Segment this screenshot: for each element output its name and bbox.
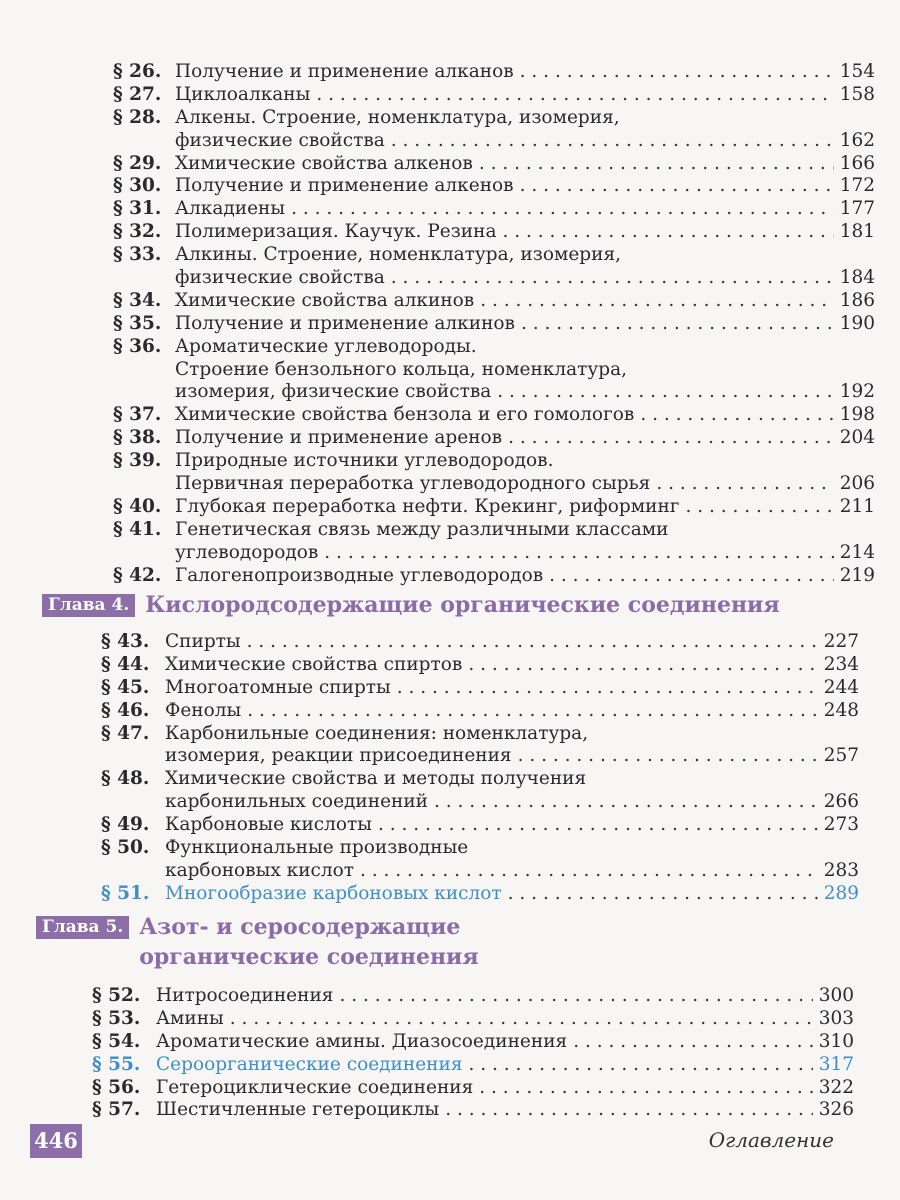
page-ref: 273 — [823, 814, 859, 836]
section-title: Алкены. Строение, номенклатура, изомерия, — [175, 106, 620, 128]
toc-entry — [113, 496, 875, 519]
section-number: § 38. — [113, 427, 162, 449]
section-title: Многоатомные спирты — [165, 676, 391, 698]
chapter-4-heading — [42, 590, 780, 620]
section-number: § 30. — [113, 175, 162, 197]
section-title: Циклоалканы — [175, 83, 311, 105]
chapter-5-entries — [92, 985, 854, 1122]
toc-entry — [101, 631, 859, 654]
section-number: § 50. — [101, 837, 150, 859]
section-title: Гетероциклические соединения — [156, 1076, 474, 1098]
section-number: § 42. — [113, 564, 162, 586]
toc-entry — [92, 1099, 854, 1122]
page-ref: 154 — [839, 61, 875, 82]
toc-entry — [113, 542, 875, 565]
dot-leader — [508, 883, 818, 906]
section-title: Нитросоединения — [156, 985, 334, 1006]
section-number: § 36. — [113, 335, 162, 357]
dot-leader — [573, 1031, 812, 1054]
section-title: физические свойства — [175, 267, 385, 289]
section-title: Полимеризация. Каучук. Резина — [175, 221, 497, 243]
toc-entry — [101, 723, 859, 746]
toc-entry — [113, 565, 875, 588]
page-ref: 214 — [839, 541, 875, 563]
section-number: § 33. — [113, 244, 162, 266]
section-number: § 29. — [113, 152, 162, 174]
section-title: изомерия, реакции присоединения — [165, 745, 512, 767]
toc-entry — [113, 107, 875, 130]
page-ref: 326 — [818, 1099, 854, 1121]
toc-entry — [101, 883, 859, 906]
toc-entry — [113, 244, 875, 267]
section-title: Химические свойства алкинов — [175, 289, 475, 311]
section-title: Функциональные производные — [165, 837, 469, 859]
dot-leader — [520, 175, 834, 198]
section-number: § 48. — [101, 768, 150, 790]
section-number: § 31. — [113, 198, 162, 220]
toc-entry — [101, 700, 859, 723]
section-number: § 34. — [113, 289, 162, 311]
section-title: Спирты — [165, 631, 241, 652]
dot-leader — [480, 290, 833, 313]
toc-entry — [113, 450, 875, 473]
dot-leader — [520, 61, 834, 84]
chapter-5-heading — [36, 912, 479, 972]
section-title: Химические свойства бензола и его гомологов — [175, 404, 635, 426]
page-ref: 162 — [839, 129, 875, 151]
section-number: § 52. — [92, 985, 141, 1006]
section-title: Генетическая связь между различными классами — [175, 518, 669, 540]
section-number: § 44. — [101, 653, 150, 675]
section-number: § 54. — [92, 1030, 141, 1052]
dot-leader — [291, 198, 834, 221]
section-number: § 26. — [113, 61, 162, 82]
section-title: Ароматические амины. Диазосоединения — [156, 1030, 568, 1052]
toc-entry — [113, 313, 875, 336]
toc-entry — [113, 175, 875, 198]
section-title: Получение и применение алкенов — [175, 175, 514, 197]
toc-entry — [113, 359, 875, 382]
dot-leader — [503, 221, 834, 244]
chapter-3-entries — [113, 61, 875, 587]
page-ref: 198 — [839, 404, 875, 426]
chapter-title: Азот- и серосодержащие — [139, 914, 461, 940]
section-title: Ароматические углеводороды. — [175, 335, 477, 357]
chapter-badge: Глава 4. — [42, 594, 135, 617]
dot-leader — [508, 427, 834, 450]
toc-entry — [113, 404, 875, 427]
page-ref: 227 — [823, 631, 859, 652]
section-number: § 40. — [113, 495, 162, 517]
section-number: § 41. — [113, 518, 162, 540]
section-title: углеводородов — [175, 541, 319, 563]
toc-entry — [101, 814, 859, 837]
toc-entry — [92, 1077, 854, 1100]
section-number: § 57. — [92, 1099, 141, 1121]
dot-leader — [479, 1077, 812, 1100]
page-ref: 181 — [839, 221, 875, 243]
section-title: Шестичленные гетероциклы — [156, 1099, 440, 1121]
section-title: Получение и применение аренов — [175, 427, 503, 449]
section-title: Карбонильные соединения: номенклатура, — [165, 722, 589, 744]
section-number: § 35. — [113, 312, 162, 334]
page-ref: 219 — [839, 564, 875, 586]
page-ref: 300 — [818, 985, 854, 1006]
page-ref: 310 — [818, 1030, 854, 1052]
dot-leader — [640, 404, 833, 427]
toc-entry — [92, 1054, 854, 1077]
section-title: физические свойства — [175, 129, 385, 151]
page-ref: 266 — [823, 791, 859, 813]
toc-entry — [92, 1008, 854, 1031]
section-number: § 37. — [113, 404, 162, 426]
dot-leader — [324, 542, 833, 565]
dot-leader — [479, 153, 834, 176]
section-number: § 47. — [101, 722, 150, 744]
toc-entry — [113, 473, 875, 496]
dot-leader — [391, 130, 834, 153]
toc-entry — [113, 427, 875, 450]
section-title: Получение и применение алкинов — [175, 312, 515, 334]
dot-leader — [434, 791, 818, 814]
toc-entry — [113, 84, 875, 107]
section-title: Получение и применение алканов — [175, 61, 514, 82]
dot-leader — [521, 313, 834, 336]
toc-entry — [113, 290, 875, 313]
section-number: § 28. — [113, 106, 162, 128]
section-title: Природные источники углеводородов. — [175, 450, 554, 472]
section-title: изомерия, физические свойства — [175, 381, 492, 403]
dot-leader — [247, 700, 817, 723]
section-title: Алкадиены — [175, 198, 286, 220]
section-title: Первичная переработка углеводородного сырья — [175, 473, 651, 495]
toc-entry — [101, 768, 859, 791]
page-ref: 303 — [818, 1007, 854, 1029]
page-ref: 234 — [823, 653, 859, 675]
page-ref: 317 — [818, 1053, 854, 1075]
dot-leader — [378, 814, 818, 837]
toc-entry — [113, 519, 875, 542]
section-number: § 45. — [101, 676, 150, 698]
page-ref: 206 — [839, 473, 875, 495]
page-ref: 211 — [839, 495, 875, 517]
chapter-badge: Глава 5. — [36, 916, 129, 939]
section-title: Сероорганические соединения — [156, 1053, 463, 1075]
page-ref: 177 — [839, 198, 875, 220]
section-number: § 27. — [113, 83, 162, 105]
section-title: Многообразие карбоновых кислот — [165, 882, 502, 904]
section-number: § 43. — [101, 631, 150, 652]
section-title: Карбоновые кислоты — [165, 814, 373, 836]
toc-entry — [113, 130, 875, 153]
page-ref: 248 — [823, 699, 859, 721]
dot-leader — [339, 985, 812, 1008]
section-title: Фенолы — [165, 699, 242, 721]
page-ref: 244 — [823, 676, 859, 698]
page-ref: 158 — [839, 83, 875, 105]
section-number: § 49. — [101, 814, 150, 836]
section-title: Галогенопроизводные углеводородов — [175, 564, 544, 586]
toc-entry — [113, 221, 875, 244]
dot-leader — [518, 745, 818, 768]
toc-entry — [92, 1031, 854, 1054]
section-title: Алкины. Строение, номенклатура, изомерия, — [175, 244, 622, 266]
page-ref: 172 — [839, 175, 875, 197]
dot-leader — [391, 267, 834, 290]
section-title: Глубокая переработка нефти. Крекинг, риформинг — [175, 495, 680, 517]
page-ref: 322 — [818, 1076, 854, 1098]
page-number: 446 — [30, 1124, 82, 1158]
toc-entry — [101, 791, 859, 814]
toc-entry — [113, 198, 875, 221]
page-ref: 186 — [839, 289, 875, 311]
section-number: § 46. — [101, 699, 150, 721]
dot-leader — [497, 381, 833, 404]
section-number: § 32. — [113, 221, 162, 243]
dot-leader — [360, 860, 818, 883]
running-title: Оглавление — [708, 1128, 834, 1152]
section-number: § 51. — [101, 882, 150, 904]
toc-entry — [101, 837, 859, 860]
dot-leader — [549, 565, 834, 588]
toc-entry — [113, 153, 875, 176]
section-title: Химические свойства спиртов — [165, 653, 463, 675]
toc-entry — [101, 677, 859, 700]
dot-leader — [247, 631, 818, 654]
section-number: § 55. — [92, 1053, 141, 1075]
section-title: Амины — [156, 1007, 224, 1029]
toc-entry — [101, 745, 859, 768]
toc-entry — [101, 860, 859, 883]
toc-entry — [92, 985, 854, 1008]
toc-entry — [101, 654, 859, 677]
toc-entry — [113, 61, 875, 84]
page-ref: 192 — [839, 381, 875, 403]
section-title: Химические свойства алкенов — [175, 152, 473, 174]
toc-entry — [113, 381, 875, 404]
page-ref: 289 — [823, 882, 859, 904]
section-number: § 39. — [113, 450, 162, 472]
section-title: карбонильных соединений — [165, 791, 429, 813]
dot-leader — [469, 1054, 813, 1077]
dot-leader — [230, 1008, 813, 1031]
dot-leader — [656, 473, 833, 496]
section-title: Строение бензольного кольца, номенклатура, — [175, 358, 628, 380]
chapter-4-entries — [101, 631, 859, 906]
section-title: карбоновых кислот — [165, 859, 355, 881]
dot-leader — [316, 84, 833, 107]
section-number: § 56. — [92, 1076, 141, 1098]
dot-leader — [445, 1099, 812, 1122]
page-ref: 257 — [823, 745, 859, 767]
chapter-title: органические соединения — [139, 944, 479, 970]
page-ref: 283 — [823, 859, 859, 881]
section-title: Химические свойства и методы получения — [165, 768, 587, 790]
page-ref: 204 — [839, 427, 875, 449]
dot-leader — [685, 496, 833, 519]
page-ref: 190 — [839, 312, 875, 334]
page-ref: 184 — [839, 267, 875, 289]
dot-leader — [397, 677, 818, 700]
page-ref: 166 — [839, 152, 875, 174]
toc-entry — [113, 336, 875, 359]
toc-entry — [113, 267, 875, 290]
chapter-title: Кислородсодержащие органические соединения — [145, 592, 780, 618]
section-number: § 53. — [92, 1007, 141, 1029]
dot-leader — [468, 654, 817, 677]
